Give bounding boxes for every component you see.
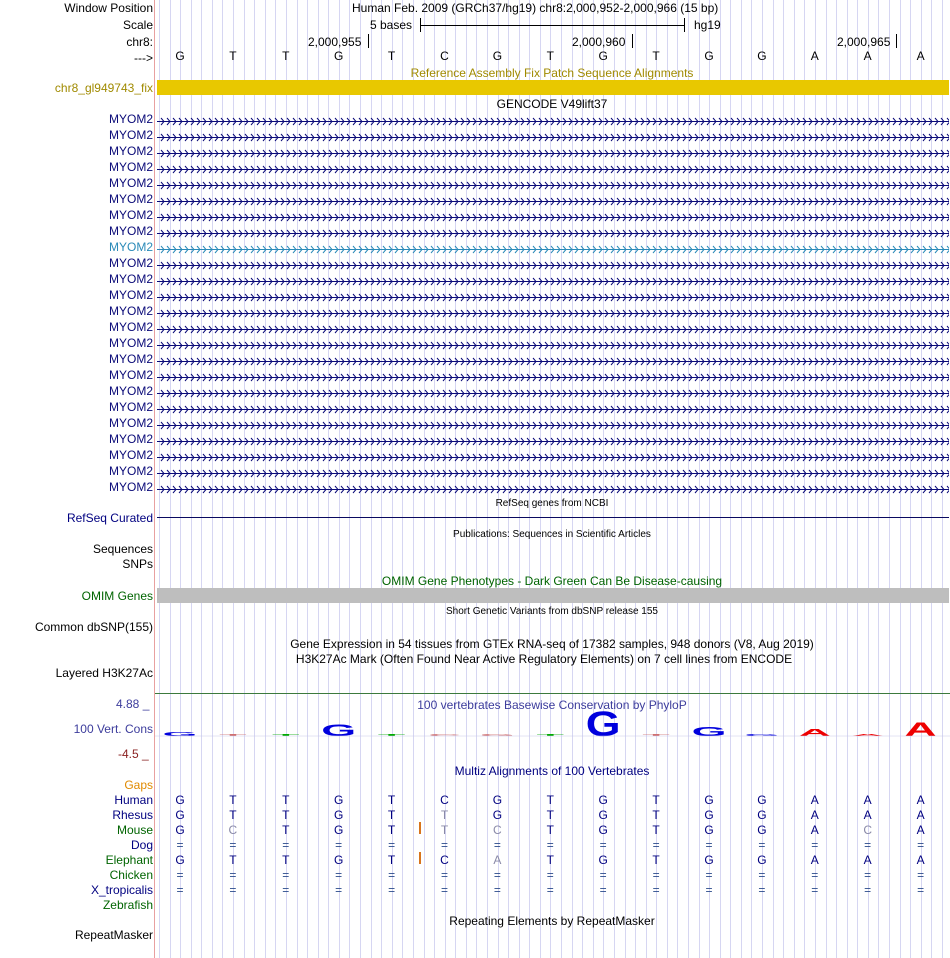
multiz-base: G xyxy=(492,808,503,822)
gencode-gene-label[interactable]: MYOM2 xyxy=(108,320,153,334)
reference-base: C xyxy=(440,49,449,63)
grid-line xyxy=(402,0,403,958)
gencode-gene-label[interactable]: MYOM2 xyxy=(108,352,153,366)
multiz-base: = xyxy=(917,838,925,852)
multiz-species-label[interactable]: Dog xyxy=(130,838,153,852)
multiz-base: = xyxy=(176,838,184,852)
multiz-base: = xyxy=(493,868,501,882)
phylop-top-line xyxy=(155,693,950,694)
gencode-gene-label[interactable]: MYOM2 xyxy=(108,304,153,318)
multiz-base: = xyxy=(388,883,396,897)
gencode-transcript[interactable] xyxy=(157,227,949,236)
multiz-base: = xyxy=(493,838,501,852)
multiz-species-label[interactable]: Chicken xyxy=(109,868,153,882)
grid-line xyxy=(635,0,636,958)
multiz-base: A xyxy=(916,793,925,807)
strand-arrow-label[interactable]: ---> xyxy=(134,51,153,65)
multiz-base: = xyxy=(811,838,819,852)
fix-patch-bar[interactable] xyxy=(157,80,949,95)
phylop-letter: G xyxy=(321,721,357,740)
grid-line xyxy=(730,0,731,958)
gaps-label[interactable]: Gaps xyxy=(124,778,153,792)
gencode-gene-label[interactable]: MYOM2 xyxy=(108,416,153,430)
multiz-base: T xyxy=(229,853,237,867)
multiz-species-label[interactable]: Mouse xyxy=(116,823,153,837)
grid-line xyxy=(424,0,425,958)
multiz-base: = xyxy=(758,838,766,852)
position-3-tick xyxy=(896,34,897,48)
multiz-base: = xyxy=(335,838,343,852)
grid-line xyxy=(265,0,266,958)
multiz-base: T xyxy=(652,853,660,867)
grid-line xyxy=(847,0,848,958)
mouse-insertion-marker[interactable] xyxy=(419,822,421,834)
multiz-base: T xyxy=(652,808,660,822)
grid-line xyxy=(455,0,456,958)
gencode-gene-label[interactable]: MYOM2 xyxy=(108,464,153,478)
multiz-base: = xyxy=(599,868,607,882)
reference-base: G xyxy=(704,49,714,63)
reference-base: G xyxy=(598,49,608,63)
browser-title[interactable]: Human Feb. 2009 (GRCh37/hg19) chr8:2,000,952-2,000,966 (15 bp) xyxy=(352,1,719,15)
multiz-base: T xyxy=(282,823,290,837)
multiz-base: = xyxy=(229,838,237,852)
reference-base: G xyxy=(334,49,344,63)
label-separator xyxy=(154,0,155,958)
multiz-base: G xyxy=(757,808,767,822)
grid-line xyxy=(688,0,689,958)
multiz-base: T xyxy=(387,853,396,867)
scale-bases: 5 bases xyxy=(370,18,413,32)
gencode-gene-label[interactable]: MYOM2 xyxy=(108,224,153,238)
reference-base: T xyxy=(387,49,396,63)
reference-base: A xyxy=(810,49,819,63)
grid-line xyxy=(625,0,626,958)
grid-line xyxy=(572,0,573,958)
reference-base: G xyxy=(757,49,767,63)
phylop-min: -4.5 _ xyxy=(118,747,149,761)
multiz-base: T xyxy=(652,823,660,837)
grid-line xyxy=(741,0,742,958)
multiz-base: C xyxy=(863,823,873,837)
refseq-title: RefSeq genes from NCBI xyxy=(495,498,609,509)
multiz-base: C xyxy=(493,823,502,837)
multiz-base: = xyxy=(440,838,448,852)
phylop-letter: A xyxy=(904,718,937,741)
multiz-base: G xyxy=(334,808,344,822)
multiz-base: = xyxy=(705,868,713,882)
gencode-gene-label[interactable]: MYOM2 xyxy=(108,288,153,302)
grid-line xyxy=(244,0,245,958)
multiz-base: T xyxy=(652,793,660,807)
multiz-base: = xyxy=(229,868,237,882)
multiz-base: A xyxy=(863,793,872,807)
phylop-letter: T xyxy=(377,733,406,737)
multiz-base: = xyxy=(864,868,872,882)
multiz-base: = xyxy=(917,868,925,882)
phylop-letter: C xyxy=(428,733,461,737)
gencode-gene-label[interactable]: MYOM2 xyxy=(108,128,153,142)
multiz-base: T xyxy=(229,793,237,807)
phylop-logo[interactable] xyxy=(155,708,950,758)
gencode-transcript[interactable] xyxy=(157,419,949,428)
phylop-letter: G xyxy=(744,733,780,737)
multiz-base: = xyxy=(652,883,660,897)
phylop-letter: G xyxy=(691,724,727,739)
phylop-letter: T xyxy=(642,733,670,737)
multiz-base: A xyxy=(810,853,819,867)
gencode-transcript[interactable] xyxy=(157,291,949,300)
gencode-gene-label[interactable]: MYOM2 xyxy=(108,144,153,158)
multiz-base: G xyxy=(334,823,344,837)
gencode-transcript[interactable] xyxy=(157,307,949,316)
phylop-title: 100 vertebrates Basewise Conservation by PhyloP xyxy=(417,698,687,712)
gencode-transcript[interactable] xyxy=(157,483,949,492)
fix-patch-title: Reference Assembly Fix Patch Sequence Alignments xyxy=(410,66,694,80)
refseq-label[interactable]: RefSeq Curated xyxy=(66,511,153,525)
gencode-gene-label[interactable]: MYOM2 xyxy=(108,192,153,206)
multiz-base: = xyxy=(546,868,554,882)
multiz-base: = xyxy=(440,883,448,897)
multiz-species-label[interactable]: Zebrafish xyxy=(102,898,153,912)
gencode-transcript[interactable] xyxy=(157,355,949,364)
multiz-species-label[interactable]: Human xyxy=(114,793,153,807)
multiz-base: T xyxy=(229,808,237,822)
multiz-base: T xyxy=(282,853,290,867)
h3k27ac-label[interactable]: Layered H3K27Ac xyxy=(55,666,153,680)
gencode-gene-label[interactable]: MYOM2 xyxy=(108,480,153,494)
multiz-base: T xyxy=(387,808,396,822)
multiz-base: A xyxy=(863,853,872,867)
fix-patch-label[interactable]: chr8_gl949743_fix xyxy=(54,81,153,95)
multiz-base: C xyxy=(440,793,449,807)
multiz-base: = xyxy=(176,868,184,882)
grid-line xyxy=(360,0,361,958)
publications-snps-label[interactable]: SNPs xyxy=(122,557,153,571)
multiz-base: A xyxy=(810,823,819,837)
gencode-gene-label[interactable]: MYOM2 xyxy=(108,400,153,414)
refseq-line[interactable] xyxy=(157,517,949,518)
multiz-species-label[interactable]: X_tropicalis xyxy=(90,883,153,897)
publications-sequences-label[interactable]: Sequences xyxy=(92,542,153,556)
multiz-base: A xyxy=(810,808,819,822)
gencode-gene-label[interactable]: MYOM2 xyxy=(108,272,153,286)
gencode-gene-label[interactable]: MYOM2 xyxy=(108,384,153,398)
gencode-gene-label[interactable]: MYOM2 xyxy=(108,448,153,462)
gencode-transcript[interactable] xyxy=(157,115,949,124)
multiz-base: G xyxy=(704,808,714,822)
multiz-base: = xyxy=(388,868,396,882)
grid-line xyxy=(307,0,308,958)
multiz-base: G xyxy=(757,853,767,867)
repeatmasker-title: Repeating Elements by RepeatMasker xyxy=(449,914,655,928)
multiz-base: = xyxy=(705,883,713,897)
multiz-base: G xyxy=(704,823,714,837)
grid-line xyxy=(508,0,509,958)
multiz-base: T xyxy=(387,823,396,837)
grid-line xyxy=(614,0,615,958)
gencode-gene-label[interactable]: MYOM2 xyxy=(108,432,153,446)
grid-line xyxy=(191,0,192,958)
phylop-letter: G xyxy=(585,708,621,744)
multiz-base: T xyxy=(546,793,554,807)
grid-line xyxy=(582,0,583,958)
grid-line xyxy=(349,0,350,958)
multiz-base: G xyxy=(598,793,608,807)
phylop-letter: A xyxy=(798,727,831,739)
grid-line xyxy=(159,0,160,958)
multiz-base: G xyxy=(598,853,608,867)
grid-line xyxy=(783,0,784,958)
h3k27ac-title: H3K27Ac Mark (Often Found Near Active Regulatory Elements) on 7 cell lines from ENCODE xyxy=(295,652,793,666)
grid-line xyxy=(561,0,562,958)
multiz-base: A xyxy=(810,793,819,807)
repeatmasker-label[interactable]: RepeatMasker xyxy=(74,928,153,942)
phylop-letter: T xyxy=(272,733,300,737)
gencode-transcript[interactable] xyxy=(157,387,949,396)
multiz-base: A xyxy=(916,808,925,822)
multiz-base: T xyxy=(387,793,396,807)
multiz-base: = xyxy=(705,838,713,852)
gencode-transcript[interactable] xyxy=(157,467,949,476)
reference-base: T xyxy=(652,49,660,63)
omim-title: OMIM Gene Phenotypes - Dark Green Can Be Disease-causing xyxy=(381,574,723,588)
grid-line xyxy=(201,0,202,958)
gencode-transcript[interactable] xyxy=(157,211,949,220)
position-3: 2,000,965 xyxy=(837,35,891,49)
multiz-base: C xyxy=(228,823,238,837)
position-1-tick xyxy=(368,34,369,48)
grid-line xyxy=(667,0,668,958)
gencode-gene-label[interactable]: MYOM2 xyxy=(108,256,153,270)
multiz-base: = xyxy=(282,838,290,852)
multiz-base: T xyxy=(546,823,554,837)
dbsnp-label[interactable]: Common dbSNP(155) xyxy=(34,620,153,634)
grid-line xyxy=(931,0,932,958)
gencode-gene-label[interactable]: MYOM2 xyxy=(108,208,153,222)
multiz-base: = xyxy=(864,883,872,897)
multiz-base: A xyxy=(916,823,925,837)
scale-bar xyxy=(420,25,685,26)
grid-line xyxy=(878,0,879,958)
multiz-base: A xyxy=(916,853,925,867)
multiz-base: = xyxy=(388,838,396,852)
multiz-base: = xyxy=(917,883,925,897)
multiz-species-label[interactable]: Rhesus xyxy=(112,808,153,822)
gencode-gene-label[interactable]: MYOM2 xyxy=(108,336,153,350)
gencode-transcript[interactable] xyxy=(157,147,949,156)
reference-base: A xyxy=(863,49,872,63)
multiz-base: = xyxy=(176,883,184,897)
phylop-letter: G xyxy=(479,733,515,737)
multiz-base: G xyxy=(175,853,185,867)
grid-line xyxy=(519,0,520,958)
position-2: 2,000,960 xyxy=(572,35,626,49)
scale-label: Scale xyxy=(122,18,153,32)
gencode-gene-label[interactable]: MYOM2 xyxy=(108,176,153,190)
multiz-base: G xyxy=(175,823,185,837)
multiz-base: = xyxy=(652,868,660,882)
grid-line xyxy=(900,0,901,958)
phylop-letter: A xyxy=(851,733,884,737)
omim-label[interactable]: OMIM Genes xyxy=(81,589,153,603)
grid-line xyxy=(889,0,890,958)
gencode-transcript[interactable] xyxy=(157,435,949,444)
gencode-transcript[interactable] xyxy=(157,131,949,140)
multiz-title: Multiz Alignments of 100 Vertebrates xyxy=(454,764,650,778)
gencode-gene-label[interactable]: MYOM2 xyxy=(108,240,153,254)
multiz-base: G xyxy=(598,808,608,822)
grid-line xyxy=(677,0,678,958)
grid-line xyxy=(720,0,721,958)
multiz-base: = xyxy=(599,883,607,897)
gencode-transcript[interactable] xyxy=(157,403,949,412)
multiz-base: G xyxy=(334,853,344,867)
multiz-base: A xyxy=(863,808,872,822)
gencode-gene-label[interactable]: MYOM2 xyxy=(108,160,153,174)
phylop-max: 4.88 _ xyxy=(116,697,150,711)
reference-base: G xyxy=(175,49,185,63)
multiz-base: G xyxy=(757,823,767,837)
multiz-base: = xyxy=(493,883,501,897)
multiz-base: = xyxy=(282,883,290,897)
gencode-transcript[interactable] xyxy=(157,195,949,204)
grid-line xyxy=(212,0,213,958)
multiz-base: C xyxy=(440,853,449,867)
phylop-label[interactable]: 100 Vert. Cons xyxy=(73,722,153,736)
multiz-base: = xyxy=(599,838,607,852)
multiz-base: G xyxy=(175,808,185,822)
position-1: 2,000,955 xyxy=(308,35,362,49)
scale-assembly: hg19 xyxy=(694,18,721,32)
multiz-base: = xyxy=(282,868,290,882)
grid-line xyxy=(942,0,943,958)
publications-title: Publications: Sequences in Scientific Articles xyxy=(453,529,651,540)
multiz-species-label[interactable]: Elephant xyxy=(105,853,153,867)
multiz-base: = xyxy=(811,868,819,882)
grid-line xyxy=(826,0,827,958)
multiz-base: G xyxy=(757,793,767,807)
multiz-base: = xyxy=(546,838,554,852)
position-2-tick xyxy=(632,34,633,48)
multiz-base: = xyxy=(440,868,448,882)
multiz-base: A xyxy=(493,853,502,867)
multiz-base: G xyxy=(492,793,503,807)
grid-line xyxy=(476,0,477,958)
gencode-transcript[interactable] xyxy=(157,275,949,284)
grid-line xyxy=(413,0,414,958)
gencode-title: GENCODE V49lift37 xyxy=(496,97,608,111)
omim-bar[interactable] xyxy=(157,588,949,603)
multiz-base: = xyxy=(335,883,343,897)
gencode-gene-label[interactable]: MYOM2 xyxy=(108,112,153,126)
gencode-transcript[interactable] xyxy=(157,323,949,332)
grid-line xyxy=(466,0,467,958)
reference-base: T xyxy=(282,49,290,63)
multiz-base: T xyxy=(440,823,449,837)
reference-base: T xyxy=(229,49,237,63)
multiz-base: G xyxy=(334,793,344,807)
phylop-letter: T xyxy=(219,733,247,737)
gencode-transcript[interactable] xyxy=(157,371,949,380)
elephant-insertion-marker[interactable] xyxy=(419,852,421,864)
dbsnp-title: Short Genetic Variants from dbSNP release 155 xyxy=(446,606,658,617)
scale-bar-right-tick xyxy=(684,18,685,32)
multiz-base: = xyxy=(652,838,660,852)
reference-base: T xyxy=(546,49,554,63)
grid-line xyxy=(254,0,255,958)
grid-line xyxy=(773,0,774,958)
multiz-base: T xyxy=(282,793,290,807)
multiz-base: T xyxy=(546,853,554,867)
grid-line xyxy=(836,0,837,958)
multiz-base: G xyxy=(175,793,185,807)
phylop-letter: G xyxy=(162,730,198,738)
grid-line xyxy=(371,0,372,958)
reference-base: G xyxy=(492,49,503,63)
grid-line xyxy=(297,0,298,958)
multiz-base: T xyxy=(546,808,554,822)
phylop-letter: T xyxy=(536,733,564,737)
multiz-base: G xyxy=(704,853,714,867)
chr-label: chr8: xyxy=(126,35,153,49)
gencode-transcript[interactable] xyxy=(157,259,949,268)
gencode-transcript[interactable] xyxy=(157,451,949,460)
grid-line xyxy=(529,0,530,958)
multiz-base: G xyxy=(598,823,608,837)
multiz-base: = xyxy=(811,883,819,897)
gencode-gene-label[interactable]: MYOM2 xyxy=(108,368,153,382)
gencode-transcript[interactable] xyxy=(157,163,949,172)
multiz-base: = xyxy=(335,868,343,882)
multiz-base: T xyxy=(282,808,290,822)
multiz-base: T xyxy=(440,808,449,822)
gtex-title: Gene Expression in 54 tissues from GTEx RNA-seq of 17382 samples, 948 donors (V8, Aug 2019) xyxy=(290,637,814,651)
grid-line xyxy=(318,0,319,958)
multiz-base: = xyxy=(758,883,766,897)
multiz-base: = xyxy=(229,883,237,897)
gencode-transcript[interactable] xyxy=(157,339,949,348)
multiz-base: = xyxy=(546,883,554,897)
gencode-transcript[interactable] xyxy=(157,179,949,188)
multiz-base: = xyxy=(864,838,872,852)
multiz-base: = xyxy=(758,868,766,882)
reference-base: A xyxy=(916,49,925,63)
gencode-transcript[interactable] xyxy=(157,243,949,252)
window-position-label: Window Position xyxy=(64,1,153,15)
multiz-base: G xyxy=(704,793,714,807)
grid-line xyxy=(794,0,795,958)
